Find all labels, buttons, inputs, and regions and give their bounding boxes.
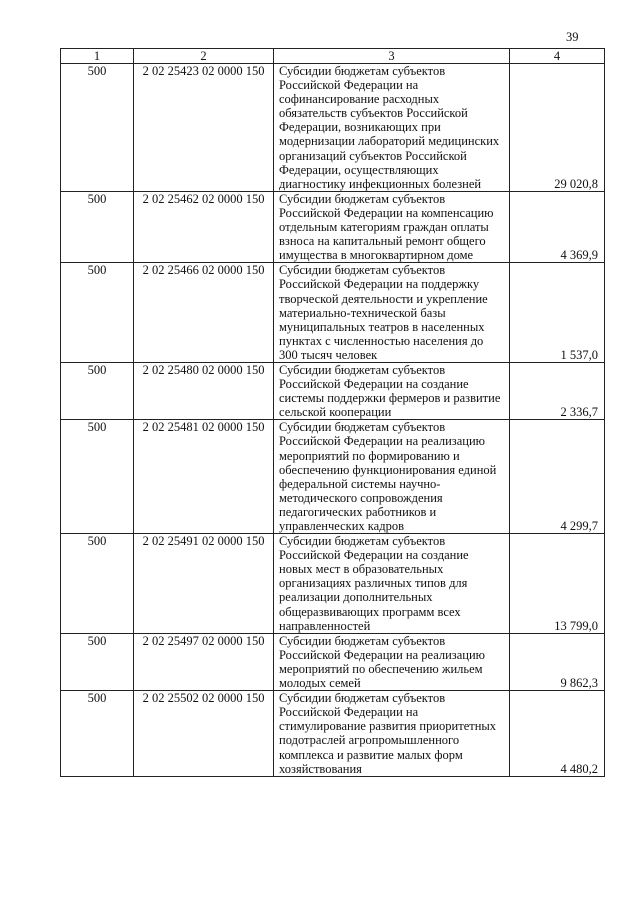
budget-code-cell: 2 02 25502 02 0000 150 [134,691,274,777]
column-header-4: 4 [510,49,605,64]
admin-code-cell: 500 [61,191,134,262]
table-row [61,263,605,363]
admin-code-cell: 500 [61,420,134,534]
income-name-cell: Субсидии бюджетам субъектов Российской Федерации на реализацию мероприятий по обеспечению жильем молодых семей [274,633,510,690]
budget-code-cell: 2 02 25491 02 0000 150 [134,534,274,634]
budget-code-cell: 2 02 25480 02 0000 150 [134,362,274,419]
admin-code-cell: 500 [61,534,134,634]
budget-code-cell: 2 02 25481 02 0000 150 [134,420,274,534]
budget-code-cell: 2 02 25423 02 0000 150 [134,64,274,192]
budget-code-cell: 2 02 25466 02 0000 150 [134,263,274,363]
amount-cell: 13 799,0 [510,534,605,634]
table-row [61,633,605,690]
budget-code-cell: 2 02 25497 02 0000 150 [134,633,274,690]
page-number: 39 [566,30,579,44]
column-header-3: 3 [274,49,510,64]
table-row [61,64,605,192]
income-name-cell: Субсидии бюджетам субъектов Российской Федерации на поддержку творческой деятельности и укрепление материально-технической базы муниципальных театров в населенных пунктах с численностью населения до 300 тысяч человек [274,263,510,363]
income-name-cell: Субсидии бюджетам субъектов Российской Федерации на компенсацию отдельным категориям граждан оплаты взноса на капитальный ремонт общего имущества в многоквартирном доме [274,191,510,262]
table-row [61,191,605,262]
income-name-cell: Субсидии бюджетам субъектов Российской Федерации на создание системы поддержки фермеров и развитие сельской кооперации [274,362,510,419]
admin-code-cell: 500 [61,362,134,419]
budget-code-cell: 2 02 25462 02 0000 150 [134,191,274,262]
table-row [61,420,605,534]
amount-cell: 9 862,3 [510,633,605,690]
admin-code-cell: 500 [61,691,134,777]
income-name-cell: Субсидии бюджетам субъектов Российской Федерации на создание новых мест в образовательных организациях различных типов для реализации дополнительных общеразвивающих программ всех направленностей [274,534,510,634]
amount-cell: 4 299,7 [510,420,605,534]
income-name-cell: Субсидии бюджетам субъектов Российской Федерации на стимулирование развития приоритетных подотраслей агропромышленного комплекса и развитие малых форм хозяйствования [274,691,510,777]
table-row [61,691,605,777]
amount-cell: 2 336,7 [510,362,605,419]
budget-revenue-table [60,48,605,777]
income-name-cell: Субсидии бюджетам субъектов Российской Федерации на реализацию мероприятий по формированию и обеспечению функционирования единой федеральной системы научно-методического сопровождения педагогических работников и управленческих кадров [274,420,510,534]
admin-code-cell: 500 [61,263,134,363]
amount-cell: 4 369,9 [510,191,605,262]
income-name-cell: Субсидии бюджетам субъектов Российской Федерации на софинансирование расходных обязательств субъектов Российской Федерации, возникающих при модернизации лабораторий медицинских организаций субъектов Российской Федерации, осуществляющих диагностику инфекционных болезней [274,64,510,192]
admin-code-cell: 500 [61,633,134,690]
amount-cell: 29 020,8 [510,64,605,192]
column-header-1: 1 [61,49,134,64]
column-header-2: 2 [134,49,274,64]
amount-cell: 1 537,0 [510,263,605,363]
table-row [61,534,605,634]
amount-cell: 4 480,2 [510,691,605,777]
table-header-row [61,49,605,64]
admin-code-cell: 500 [61,64,134,192]
table-row [61,362,605,419]
